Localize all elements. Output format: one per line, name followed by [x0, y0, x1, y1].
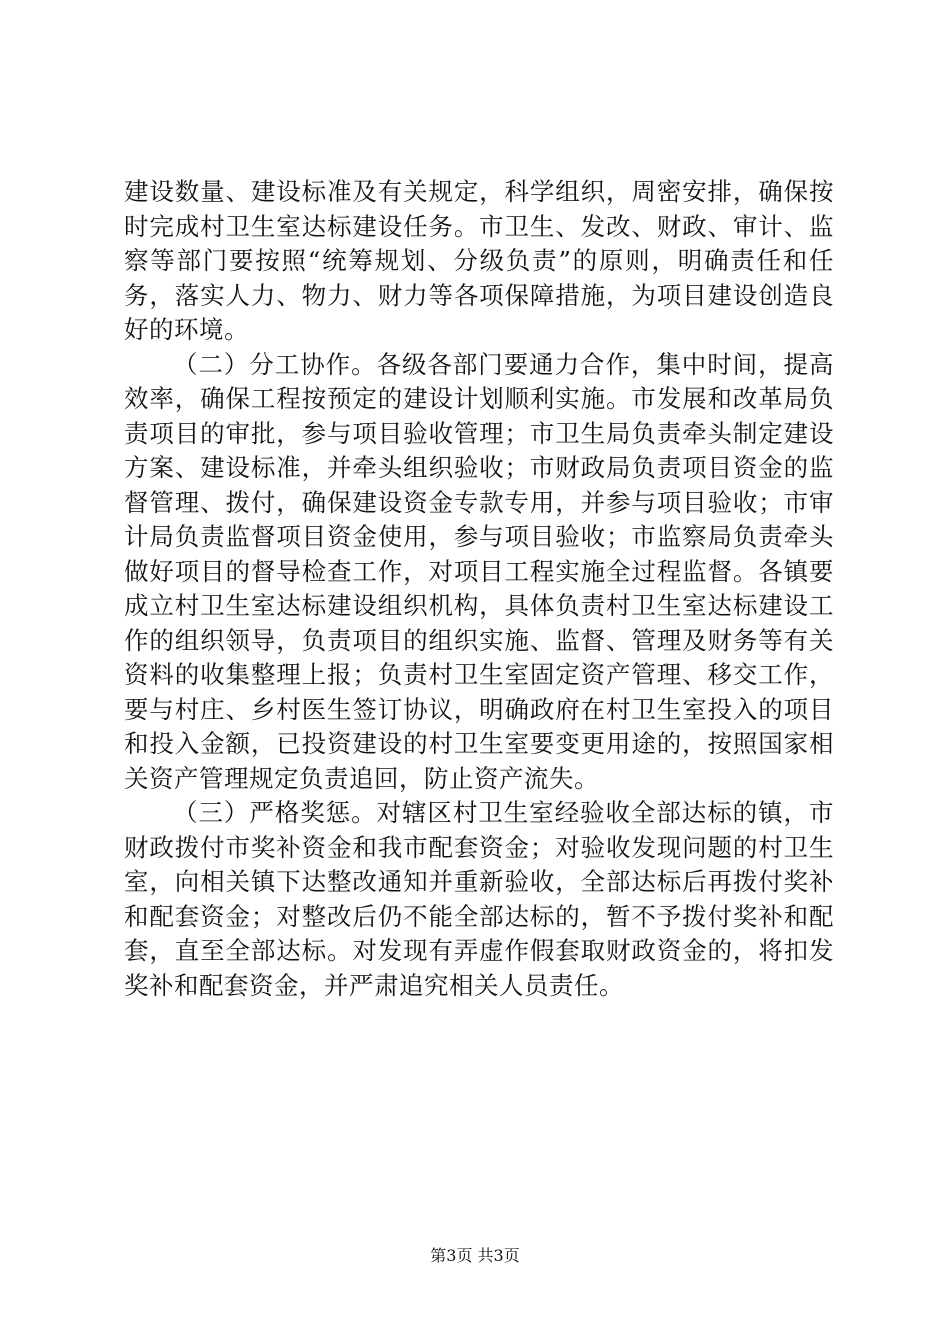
- page-number: 第3页 共3页: [430, 1246, 520, 1265]
- document-body: [124, 175, 834, 1003]
- paragraph-rewards-penalties: （三）严格奖惩。对辖区村卫生室经验收全部达标的镇，市财政拨付市奖补资金和我市配套资金；对验收发现问题的村卫生室，向相关镇下达整改通知并重新验收，全部达标后再拨付奖补和配套资金；对整改后仍不能全部达标的，暂不予拨付奖补和配套，直至全部达标。对发现有弄虚作假套取财政资金的，将扣发奖补和配套资金，并严肃追究相关人员责任。: [124, 798, 834, 1000]
- paragraph-division-of-labor: （二）分工协作。各级各部门要通力合作，集中时间，提高效率，确保工程按预定的建设计划顺利实施。市发展和改革局负责项目的审批，参与项目验收管理；市卫生局负责牵头制定建设方案、建设标准，并牵头组织验收；市财政局负责项目资金的监督管理、拨付，确保建设资金专款专用，并参与项目验收；市审计局负责监督项目资金使用，参与项目验收；市监察局负责牵头做好项目的督导检查工作，对项目工程实施全过程监督。各镇要成立村卫生室达标建设组织机构，具体负责村卫生室达标建设工作的组织领导，负责项目的组织实施、监督、管理及财务等有关资料的收集整理上报；负责村卫生室固定资产管理、移交工作，要与村庄、乡村医生签订协议，明确政府在村卫生室投入的项目和投入金额，已投资建设的村卫生室要变更用途的，按照国家相关资产管理规定负责追回，防止资产流失。: [124, 349, 834, 793]
- paragraph-continuation: 建设数量、建设标准及有关规定，科学组织，周密安排，确保按时完成村卫生室达标建设任务。市卫生、发改、财政、审计、监察等部门要按照“统筹规划、分级负责”的原则，明确责任和任务，落实人力、物力、财力等各项保障措施，为项目建设创造良好的环境。: [124, 177, 834, 344]
- page-footer: [0, 1246, 950, 1266]
